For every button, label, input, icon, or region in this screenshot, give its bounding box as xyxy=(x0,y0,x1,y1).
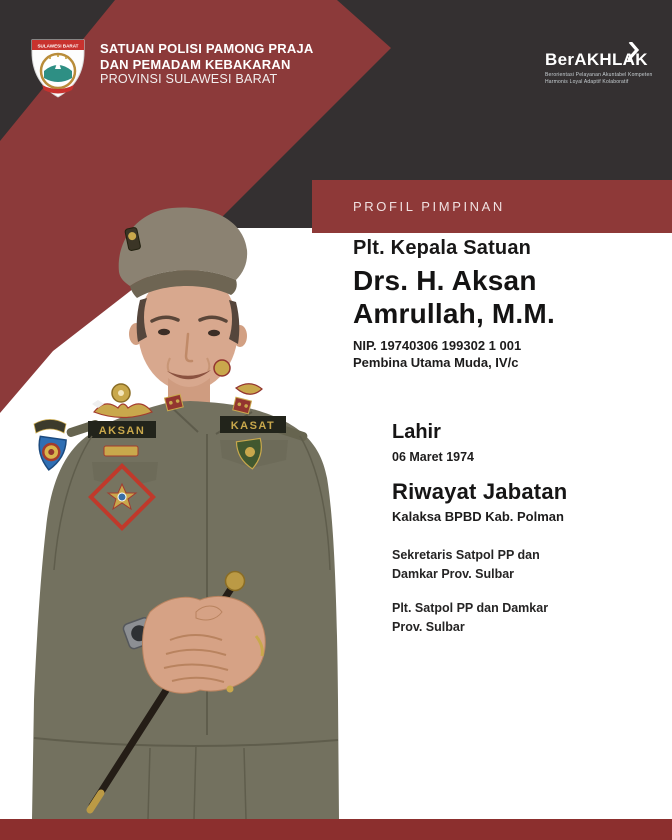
career-heading: Riwayat Jabatan xyxy=(392,479,568,504)
berakhlak-title: BerAKHLAK xyxy=(545,50,648,69)
berakhlak-subtitle-1: Berorientasi Pelayanan Akuntabel Kompeten xyxy=(545,72,653,78)
gold-ring xyxy=(227,686,234,693)
leader-name xyxy=(353,264,555,330)
career-item-2-line-2: Damkar Prov. Sulbar xyxy=(392,567,515,581)
province-logo xyxy=(28,38,88,100)
org-line-1: SATUAN POLISI PAMONG PRAJA xyxy=(100,41,314,56)
chest-star-badge-center xyxy=(118,390,124,396)
position-tape-text: KASAT xyxy=(230,420,276,432)
berakhlak-arrow-icon xyxy=(628,42,641,61)
leader-name-line-2: Amrullah, M.M. xyxy=(353,298,555,329)
footer-bar xyxy=(0,819,672,840)
career-item-3-line-1: Plt. Satpol PP dan Damkar xyxy=(392,601,549,615)
logo-star xyxy=(65,57,67,59)
career-item-2-line-1: Sekretaris Satpol PP dan xyxy=(392,548,540,562)
leader-name-line-1: Drs. H. Aksan xyxy=(353,265,537,296)
logo-star xyxy=(49,57,51,59)
birth-heading: Lahir xyxy=(392,421,441,443)
chest-bar-device xyxy=(104,446,138,456)
career-item-3 xyxy=(392,599,587,637)
career-item-1: Kalaksa BPBD Kab. Polman xyxy=(392,509,564,524)
swagger-stick-pommel xyxy=(226,572,245,591)
right-chest-badge-1 xyxy=(214,360,230,376)
career-item-2 xyxy=(392,546,587,584)
org-line-3: PROVINSI SULAWESI BARAT xyxy=(100,72,278,86)
right-chest-badge-2 xyxy=(236,384,262,395)
sleeve-arc-tab xyxy=(34,420,66,434)
name-tape-text: AKSAN xyxy=(98,425,146,437)
career-item-3-line-2: Prov. Sulbar xyxy=(392,620,465,634)
nip-number: NIP. 19740306 199302 1 001 xyxy=(353,338,522,353)
position-title: Plt. Kepala Satuan xyxy=(353,237,532,259)
berakhlak-subtitle-2: Harmonis Loyal Adaptif Kolaboratif xyxy=(545,78,629,85)
berakhlak-logo xyxy=(545,50,672,85)
portrait-eye-right xyxy=(208,330,220,336)
rank-grade: Pembina Utama Muda, IV/c xyxy=(353,355,519,370)
portrait-eye-left xyxy=(158,329,170,335)
sleeve-shield-patch xyxy=(36,436,67,471)
org-line-2: DAN PEMADAM KEBAKARAN xyxy=(100,56,291,72)
org-title-block xyxy=(100,41,313,88)
logo-banner-text: SULAWESI BARAT xyxy=(37,43,79,49)
logo-star xyxy=(57,55,59,57)
birth-date: 06 Maret 1974 xyxy=(392,450,475,464)
section-label: PROFIL PIMPINAN xyxy=(353,199,505,214)
